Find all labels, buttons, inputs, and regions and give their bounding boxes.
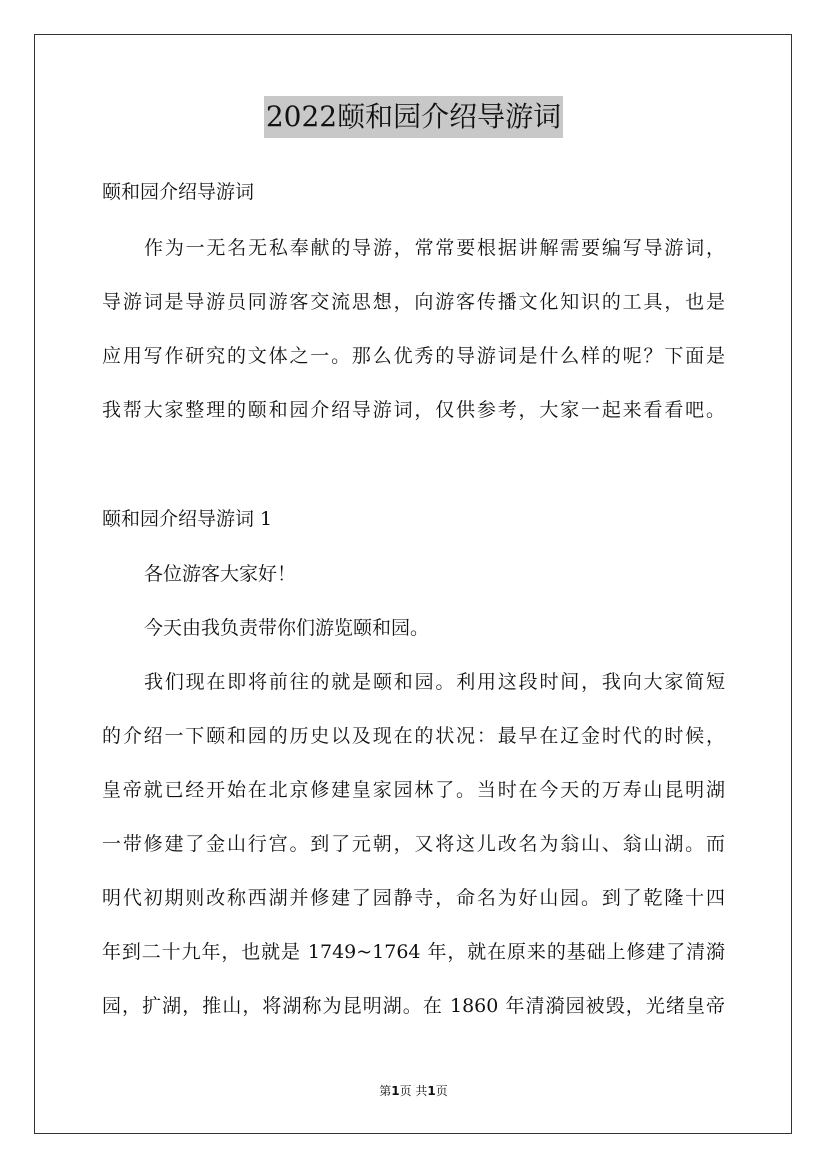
intro-line-3: 应用写作研究的文体之一。那么优秀的导游词是什么样的呢？下面是 <box>102 345 725 367</box>
footer-mid: 页 共 <box>399 1084 428 1098</box>
body-line-7: 园，扩湖，推山，将湖称为昆明湖。在 1860 年清漪园被毁，光绪皇帝 <box>102 995 725 1017</box>
section-heading: 颐和园介绍导游词 1 <box>102 508 273 530</box>
body-line-1: 我们现在即将前往的就是颐和园。利用这段时间，我向大家简短 <box>144 671 725 693</box>
footer-prefix: 第 <box>379 1084 392 1098</box>
page-footer <box>0 1083 827 1099</box>
document-title: 2022颐和园介绍导游词 <box>264 96 563 138</box>
greeting-paragraph: 各位游客大家好！ <box>144 563 297 585</box>
footer-suffix: 页 <box>435 1084 448 1098</box>
body-line-5: 明代初期则改称西湖并修建了园静寺，命名为好山园。到了乾隆十四 <box>102 887 725 909</box>
body-line-3: 皇帝就已经开始在北京修建皇家园林了。当时在今天的万寿山昆明湖 <box>102 779 725 801</box>
footer-total-pages: 1 <box>427 1084 436 1098</box>
title-container <box>0 96 827 138</box>
intro-line-2: 导游词是导游员同游客交流思想，向游客传播文化知识的工具，也是 <box>102 291 725 313</box>
body-line-2: 的介绍一下颐和园的历史以及现在的状况：最早在辽金时代的时候， <box>102 725 725 747</box>
body-line-6: 年到二十九年，也就是 1749~1764 年，就在原来的基础上修建了清漪 <box>102 941 725 963</box>
intro-line-1: 作为一无名无私奉献的导游，常常要根据讲解需要编写导游词， <box>144 237 725 259</box>
today-paragraph: 今天由我负责带你们游览颐和园。 <box>144 617 430 639</box>
intro-line-4: 我帮大家整理的颐和园介绍导游词，仅供参考，大家一起来看看吧。 <box>102 399 725 421</box>
subtitle: 颐和园介绍导游词 <box>102 181 255 203</box>
footer-page-number: 1 <box>391 1084 400 1098</box>
body-line-4: 一带修建了金山行宫。到了元朝，又将这儿改名为翁山、翁山湖。而 <box>102 833 725 855</box>
